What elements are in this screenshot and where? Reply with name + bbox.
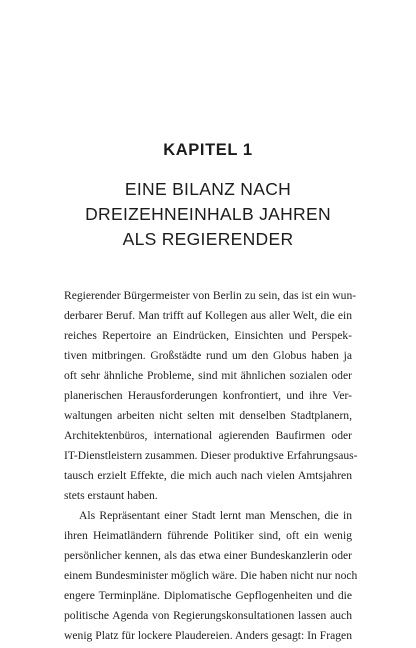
text-line: oft sehr ähnliche Probleme, sind mit ähnlichen sozialen oder xyxy=(64,369,352,382)
text-line: IT-Dienstleistern zusammen. Dieser produktive Erfahrungsaus- xyxy=(64,449,358,462)
text-line: tausch erzielt Effekte, die mich auch nach vielen Amtsjahren xyxy=(64,469,352,482)
text-line: persönlicher kennen, als das etwa einer Bundeskanzlerin oder xyxy=(64,549,352,562)
text-line: waltungen arbeiten nicht selten mit denselben Stadtplanern, xyxy=(64,409,352,422)
chapter-title-line: ALS REGIERENDER xyxy=(122,229,294,249)
text-line: wenig Platz für lockere Plaudereien. Anders gesagt: In Fragen xyxy=(64,629,352,642)
text-line: stets erstaunt haben. xyxy=(64,489,158,502)
text-line: ihren Heimatländern führende Politiker sind, oft ein wenig xyxy=(64,529,352,542)
text-line: tiven mitbringen. Großstädte rund um den Globus haben ja xyxy=(64,349,352,362)
text-line: Regierender Bürgermeister von Berlin zu sein, das ist ein wun- xyxy=(64,289,357,302)
chapter-title xyxy=(0,177,416,252)
chapter-title-line: EINE BILANZ NACH xyxy=(124,179,292,199)
chapter-title-line: DREIZEHNEINHALB JAHREN xyxy=(85,204,331,224)
text-line: politische Agenda von Regierungskonsultationen lassen auch xyxy=(64,609,352,622)
body-text xyxy=(64,286,358,646)
text-line: einem Bundesminister möglich wäre. Die haben nicht nur noch xyxy=(64,569,358,582)
text-line: Architektenbüros, international agierenden Baufirmen oder xyxy=(64,429,352,442)
text-line: planerischen Herausforderungen konfrontiert, und ihre Ver- xyxy=(64,389,352,402)
text-line: engere Terminpläne. Diplomatische Gepflogenheiten und die xyxy=(64,589,352,602)
text-line: reiches Repertoire an Eindrücken, Einsichten und Perspek- xyxy=(64,329,352,342)
text-line: derbarer Beruf. Man trifft auf Kollegen aus aller Welt, die ein xyxy=(64,309,352,322)
text-line: Als Repräsentant einer Stadt lernt man Menschen, die in xyxy=(79,509,352,522)
chapter-label: KAPITEL 1 xyxy=(163,141,253,159)
